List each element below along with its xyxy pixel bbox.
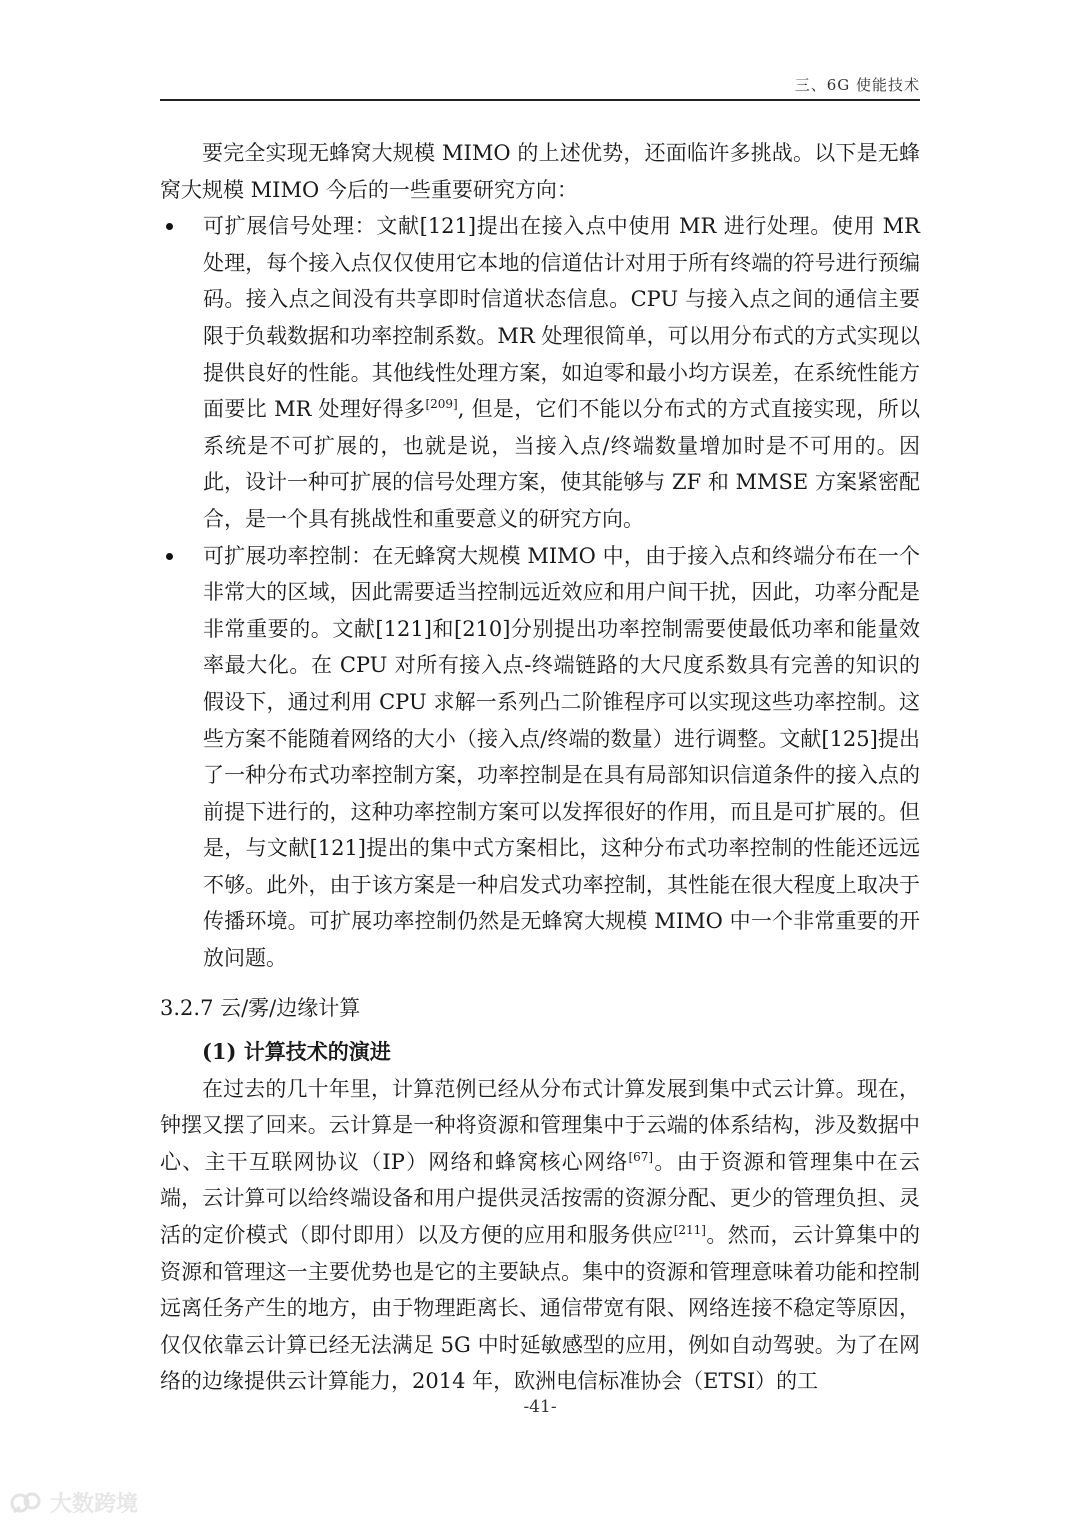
logo-icon <box>10 1490 44 1516</box>
section-heading: 3.2.7 云/雾/边缘计算 <box>160 995 361 1020</box>
intro-paragraph: 要完全实现无蜂窝大规模 MIMO 的上述优势，还面临许多挑战。以下是无蜂窝大规模 MIMO 今后的一些重要研究方向： <box>160 141 920 202</box>
bullet-item-signal-processing <box>160 208 920 537</box>
subsection-heading: (1) 计算技术的演进 <box>202 1038 391 1064</box>
running-header: 三、6G 使能技术 <box>794 76 920 94</box>
citation: [209] <box>425 397 458 412</box>
text-run: , 但是，它们不能以分布式的方式直接实现，所以系统是不可扩展的，也就是说，当接入点/终端数量增加时是不可用的。因此，设计一种可扩展的信号处理方案，使其能够与 ZF 和 MMSE 方案紧密配合，是一个具有挑战性和重要意义的研究方向。 <box>203 397 920 531</box>
text-run: 在过去的几十年里，计算范例已经从分布式计算发展到集中式云计算。现在，钟摆又摆了回来。云计算是一种将资源和管理集中于云端的体系结构，涉及数据中心、主干互联网协议（IP）网络和蜂窝核心网络 <box>160 1076 920 1174</box>
watermark <box>10 1487 138 1518</box>
watermark-text: 大数跨境 <box>50 1492 139 1517</box>
citation: [211] <box>673 1223 706 1238</box>
bullet-icon <box>166 223 173 230</box>
citation: [67] <box>628 1149 654 1164</box>
text-run: 。由于资源和管理集中在云端，云计算可以给终端设备和用户提供灵活按需的资源分配、更少的管理负担、灵活的定价模式（即付即用）以及方便的应用和服务供应 <box>160 1149 920 1248</box>
page-number: -41- <box>523 1397 557 1417</box>
header-rule <box>160 99 920 101</box>
text-run: 可扩展信号处理：文献[121]提出在接入点中使用 MR 进行处理。使用 MR 处理，每个接入点仅仅使用它本地的信道估计对用于所有终端的符号进行预编码。接入点之间没有共享即时信道状态信息。CPU 与接入点之间的通信主要限于负载数据和功率控制系数。MR 处理很简单，可以用分布式的方式实现以提供良好的性能。其他线性处理方案，如迫零和最小均方误差，在系统性能方面要比 MR 处理好得多 <box>203 214 920 422</box>
page-body <box>160 135 920 1400</box>
bullet-text <box>203 208 920 537</box>
text-run: 。然而，云计算集中的资源和管理这一主要优势也是它的主要缺点。集中的资源和管理意味着功能和控制远离任务产生的地方，由于物理距离长、通信带宽有限、网络连接不稳定等原因，仅仅依靠云计算已经无法满足 5G 中时延敏感型的应用，例如自动驾驶。为了在网络的边缘提供云计算能力，2014 年，欧洲电信标准协会（ETSI）的工 <box>160 1223 921 1394</box>
body-paragraph <box>160 1071 920 1400</box>
bullet-item-power-control <box>160 538 920 977</box>
bullet-icon <box>166 553 173 560</box>
bullet-text: 可扩展功率控制：在无蜂窝大规模 MIMO 中，由于接入点和终端分布在一个非常大的区域，因此需要适当控制远近效应和用户间干扰，因此，功率分配是非常重要的。文献[121]和[210]分别提出功率控制需要使最低功率和能量效率最大化。在 CPU 对所有接入点-终端链路的大尺度系数具有完善的知识的假设下，通过利用 CPU 求解一系列凸二阶锥程序可以实现这些功率控制。这些方案不能随着网络的大小（接入点/终端的数量）进行调整。文献[125]提出了一种分布式功率控制方案，功率控制是在具有局部知识信道条件的接入点的前提下进行的，这种功率控制方案可以发挥很好的作用，而且是可扩展的。但是，与文献[121]提出的集中式方案相比，这种分布式功率控制的性能还远远不够。此外，由于该方案是一种启发式功率控制，其性能在很大程度上取决于传播环境。可扩展功率控制仍然是无蜂窝大规模 MIMO 中一个非常重要的开放问题。 <box>203 543 920 971</box>
